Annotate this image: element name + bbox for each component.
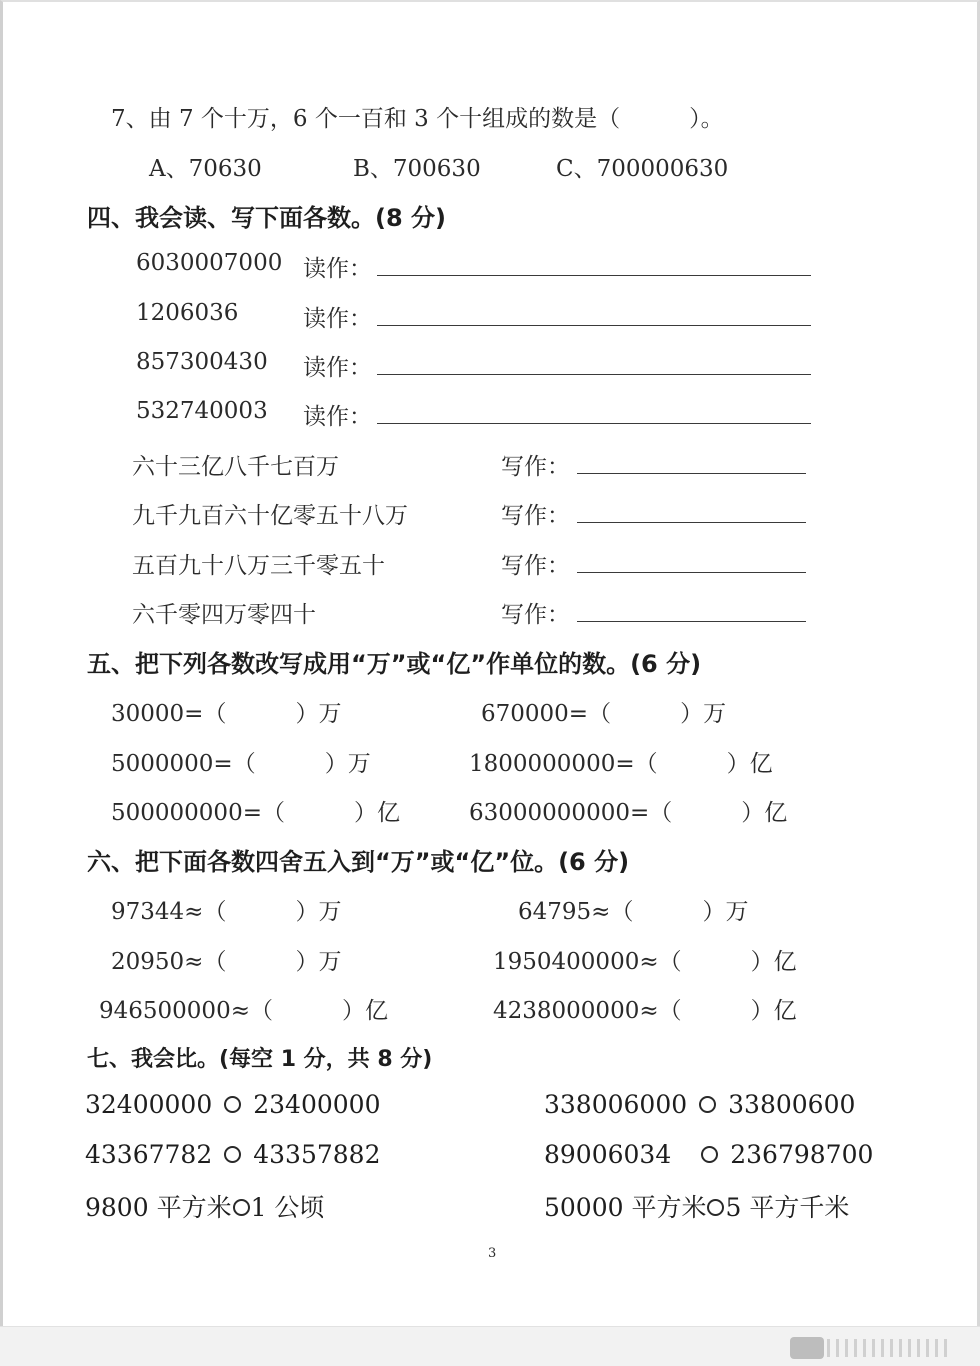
write-answer-line-2[interactable] bbox=[577, 522, 806, 523]
compare-right-2: 33800600 bbox=[728, 1090, 856, 1119]
read-number-4: 532740003 bbox=[136, 398, 268, 424]
compare-left-3: 43367782 bbox=[85, 1140, 213, 1169]
convert-item-6[interactable]: 63000000000=（ ）亿 bbox=[469, 800, 788, 826]
write-words-1: 六十三亿八千七百万 bbox=[132, 454, 339, 480]
round-item-6[interactable]: 4238000000≈（ ）亿 bbox=[493, 998, 797, 1024]
compare-right-1: 23400000 bbox=[253, 1090, 381, 1119]
compare-left-6: 50000 平方米 bbox=[544, 1193, 707, 1222]
read-answer-line-4[interactable] bbox=[377, 423, 811, 424]
compare-right-3: 43357882 bbox=[253, 1140, 381, 1169]
compare-circle-5[interactable] bbox=[233, 1199, 250, 1216]
compare-item-1 bbox=[85, 1090, 381, 1119]
compare-circle-2[interactable] bbox=[699, 1096, 716, 1113]
compare-item-6 bbox=[544, 1188, 849, 1224]
write-label-4: 写作： bbox=[501, 602, 570, 628]
read-number-1: 6030007000 bbox=[136, 250, 283, 276]
option-c: C、700000630 bbox=[556, 156, 729, 182]
compare-item-2 bbox=[544, 1090, 855, 1119]
compare-left-5: 9800 平方米 bbox=[85, 1193, 232, 1222]
round-item-4[interactable]: 1950400000≈（ ）亿 bbox=[493, 949, 797, 975]
read-answer-line-2[interactable] bbox=[377, 325, 811, 326]
write-answer-line-1[interactable] bbox=[577, 473, 806, 474]
round-item-1[interactable]: 97344≈（ ）万 bbox=[111, 899, 342, 925]
compare-circle-6[interactable] bbox=[707, 1199, 724, 1216]
horizontal-scrollbar[interactable] bbox=[0, 1326, 980, 1366]
compare-left-2: 338006000 bbox=[544, 1090, 688, 1119]
read-number-3: 857300430 bbox=[136, 349, 268, 375]
section-4-heading: 四、我会读、写下面各数。(8 分) bbox=[87, 204, 446, 232]
write-answer-line-3[interactable] bbox=[577, 572, 806, 573]
read-number-2: 1206036 bbox=[136, 300, 239, 326]
round-item-2[interactable]: 64795≈（ ）万 bbox=[518, 899, 749, 925]
compare-right-6: 5 平方千米 bbox=[725, 1193, 850, 1222]
write-answer-line-4[interactable] bbox=[577, 621, 806, 622]
convert-item-1[interactable]: 30000=（ ）万 bbox=[111, 701, 342, 727]
write-words-3: 五百九十八万三千零五十 bbox=[132, 553, 385, 579]
read-label-2: 读作： bbox=[303, 306, 372, 332]
compare-circle-1[interactable] bbox=[224, 1096, 241, 1113]
write-label-1: 写作： bbox=[501, 454, 570, 480]
option-a: A、70630 bbox=[149, 156, 262, 182]
convert-item-2[interactable]: 670000=（ ）万 bbox=[481, 701, 727, 727]
read-answer-line-3[interactable] bbox=[377, 374, 811, 375]
section-5-heading: 五、把下列各数改写成用“万”或“亿”作单位的数。(6 分) bbox=[87, 650, 702, 678]
write-label-3: 写作： bbox=[501, 553, 570, 579]
write-words-2: 九千九百六十亿零五十八万 bbox=[132, 503, 408, 529]
compare-left-4: 89006034 bbox=[544, 1140, 672, 1169]
write-label-2: 写作： bbox=[501, 503, 570, 529]
question-7-text: 7、由 7 个十万，6 个一百和 3 个十组成的数是（ ）。 bbox=[111, 106, 724, 132]
write-words-4: 六千零四万零四十 bbox=[132, 602, 316, 628]
section-7-heading: 七、我会比。(每空 1 分，共 8 分) bbox=[87, 1047, 433, 1072]
read-label-3: 读作： bbox=[303, 355, 372, 381]
compare-item-3 bbox=[85, 1140, 381, 1169]
round-item-5[interactable]: 946500000≈（ ）亿 bbox=[99, 998, 388, 1024]
compare-left-1: 32400000 bbox=[85, 1090, 213, 1119]
convert-item-4[interactable]: 1800000000=（ ）亿 bbox=[469, 751, 773, 777]
convert-item-3[interactable]: 5000000=（ ）万 bbox=[111, 751, 371, 777]
convert-item-5[interactable]: 500000000=（ ）亿 bbox=[111, 800, 400, 826]
compare-circle-4[interactable] bbox=[701, 1146, 718, 1163]
page-number: 3 bbox=[488, 1246, 497, 1261]
compare-right-5: 1 公顷 bbox=[250, 1193, 325, 1222]
compare-item-5 bbox=[85, 1188, 324, 1224]
compare-item-4 bbox=[544, 1140, 873, 1169]
compare-circle-3[interactable] bbox=[224, 1146, 241, 1163]
round-item-3[interactable]: 20950≈（ ）万 bbox=[111, 949, 342, 975]
read-answer-line-1[interactable] bbox=[377, 275, 811, 276]
section-6-heading: 六、把下面各数四舍五入到“万”或“亿”位。(6 分) bbox=[87, 848, 630, 876]
compare-right-4: 236798700 bbox=[730, 1140, 874, 1169]
scrollbar-thumb[interactable] bbox=[790, 1337, 824, 1359]
option-b: B、700630 bbox=[353, 156, 481, 182]
read-label-1: 读作： bbox=[303, 256, 372, 282]
read-label-4: 读作： bbox=[303, 404, 372, 430]
